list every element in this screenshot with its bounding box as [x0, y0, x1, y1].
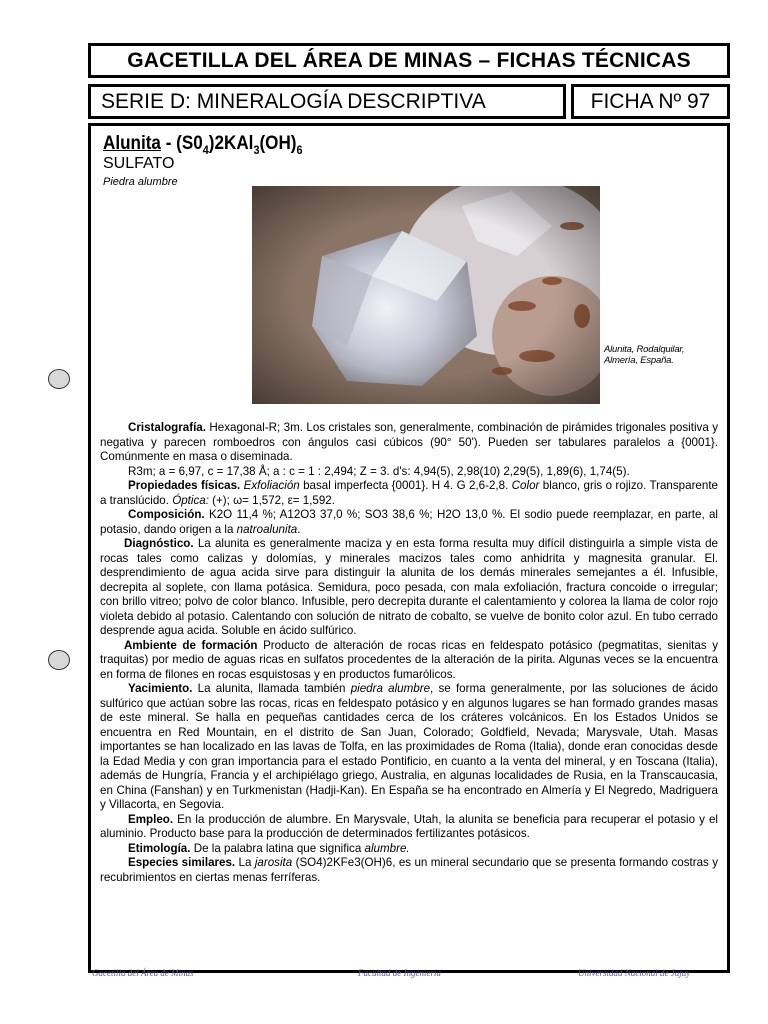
main-content-box — [88, 123, 730, 973]
mineral-name: Alunita — [103, 133, 161, 154]
binder-hole-top — [48, 369, 70, 389]
footer-right: Universidad Nacional de Jujuy — [578, 968, 691, 978]
mineral-photo-drawing — [252, 186, 600, 404]
footer-center: Facultad de Ingeniería — [358, 968, 441, 978]
footer-left: Gacetilla del Área de Minas — [92, 968, 194, 978]
description-text — [100, 421, 718, 885]
mineral-class: SULFATO — [103, 155, 175, 172]
section-ambiente: Ambiente de formación Producto de alteración de rocas ricas en feldespato potásico (pegmatitas, sienitas y traquitas) por medio de aguas ricas en sulfatos procedentes de la alteración de la pirita. Algunas veces se la encuentra en forma de filones en rocas esquistosas y en productos fumarólicos. — [100, 638, 718, 681]
section-especies: Especies similares. La jarosita (SO4)2KFe3(OH)6, es un mineral secundario que se presenta formando costras y recubrimientos en ciertas menas ferríferas. — [100, 856, 718, 884]
section-etimologia: Etimología. De la palabra latina que significa alumbre. — [128, 841, 410, 855]
section-r3m: R3m; a = 6,97, c = 17,38 Å; a : c = 1 : 2,494; Z = 3. d's: 4,94(5), 2,98(10) 2,29(5), 1,89(6), 1,74(5). — [128, 464, 630, 478]
photo-caption — [604, 344, 714, 366]
binder-hole-bottom — [48, 650, 70, 670]
formula-sub: 6 — [296, 142, 303, 157]
ficha-box — [571, 84, 730, 119]
formula-part: - (S0 — [160, 133, 203, 154]
section-cristalografia: Cristalografía. Hexagonal-R; 3m. Los cristales son, generalmente, combinación de pirámides trigonales positiva y negativa y parecen romboedros con ángulos casi cúbicos (90° 50'). Pueden ser tabulares paralelos a {0001}. Comúnmente en masa o diseminada. — [100, 421, 718, 463]
photo-caption-line: Almería, España. — [604, 355, 674, 366]
formula-part: (OH) — [259, 133, 297, 154]
section-empleo: Empleo. En la producción de alumbre. En Marysvale, Utah, la alunita se beneficia para recuperar el potasio y el aluminio. Producto base para la producción de determinados fertilizantes potásicos. — [100, 812, 718, 840]
section-yacimiento: Yacimiento. La alunita, llamada también piedra alumbre, se forma generalmente, por las soluciones de ácido sulfúrico que actúan sobre las rocas, ricas en feldespato potásico y en algunos lugares se han formado grandes masas de este mineral. Se halla en pequeñas cantidades cerca de los cráteres volcánicos. En los Estados Unidos se encuentra en Red Mountain, en el distrito de San Juan, Colorado; Goldfield, Nevada; Marysvale, Utah. Masas importantes se han localizado en las lavas de Tolfa, en las proximidades de Roma (Italia), donde eran conocidas desde la Edad Media y con gran importancia para el estado Pontificio, en cuanto a la venta del mineral, y en Toscana (Italia), además de Hungría, Francia y el archipiélago griego, Australia, en algunas localidades de Rusia, en la Transcaucasia, en China (Fanshan) y en Turkmenistan (Hadji-Kan). En España se ha encontrado en Almería y El Negredo, Madriguera y Villacorta, en Segovia. — [100, 682, 719, 811]
formula-part: )2KAl — [208, 133, 254, 154]
series-box — [88, 84, 566, 119]
mineral-alias: Piedra alumbre — [103, 176, 178, 188]
document-title: GACETILLA DEL ÁREA DE MINAS – FICHAS TÉCNICAS — [127, 48, 691, 72]
mineral-photo — [252, 186, 600, 404]
photo-caption-line: Alunita, Rodalquilar, — [604, 344, 685, 355]
mineral-title — [103, 133, 303, 157]
section-propiedades: Propiedades físicas. Exfoliación basal imperfecta {0001}. H 4. G 2,6-2,8. Color blanco, gris o rojizo. Transparente a translúcido. Óptica: (+); ω= 1,572, ε= 1,592. — [100, 479, 718, 507]
series-label: SERIE D: MINERALOGÍA DESCRIPTIVA — [101, 89, 486, 113]
section-diagnostico: Diagnóstico. La alunita es generalmente maciza y en esta forma resulta muy difícil distinguirla a simple vista de rocas tales como calizas y dolomías, y minerales macizos tales como anhidrita y magnesita granular. El. desprendimiento de agua acida sirve para distinguir la alunita de los demás minerales semejantes a él. Infusible, decrepita al soplete, con llama potásica. Semidura, poco pesada, con mala exfoliación, fractura concoide o irregular; con brillo vitreo; polvo de color blanco. Infusible, pero decrepita durante el calentamiento y colorea la llama de color rojo violeta debido al potasio. Calentando con solución de nitrato de cobalto, se vuelve de bonito color azul. En tubo cerrado desprende agua acida. Soluble en ácido sulfúrico. — [100, 537, 718, 637]
document-title-box — [88, 43, 730, 78]
section-composicion: Composición. K2O 11,4 %; A12O3 37,0 %; SO3 38,6 %; H2O 13,0 %. El sodio puede reemplazar, en parte, al potasio, dando origen a la natroalunita. — [100, 508, 718, 536]
ficha-number: FICHA Nº 97 — [590, 89, 711, 113]
formula-sub: 4 — [202, 142, 209, 157]
formula-sub: 3 — [253, 142, 260, 157]
